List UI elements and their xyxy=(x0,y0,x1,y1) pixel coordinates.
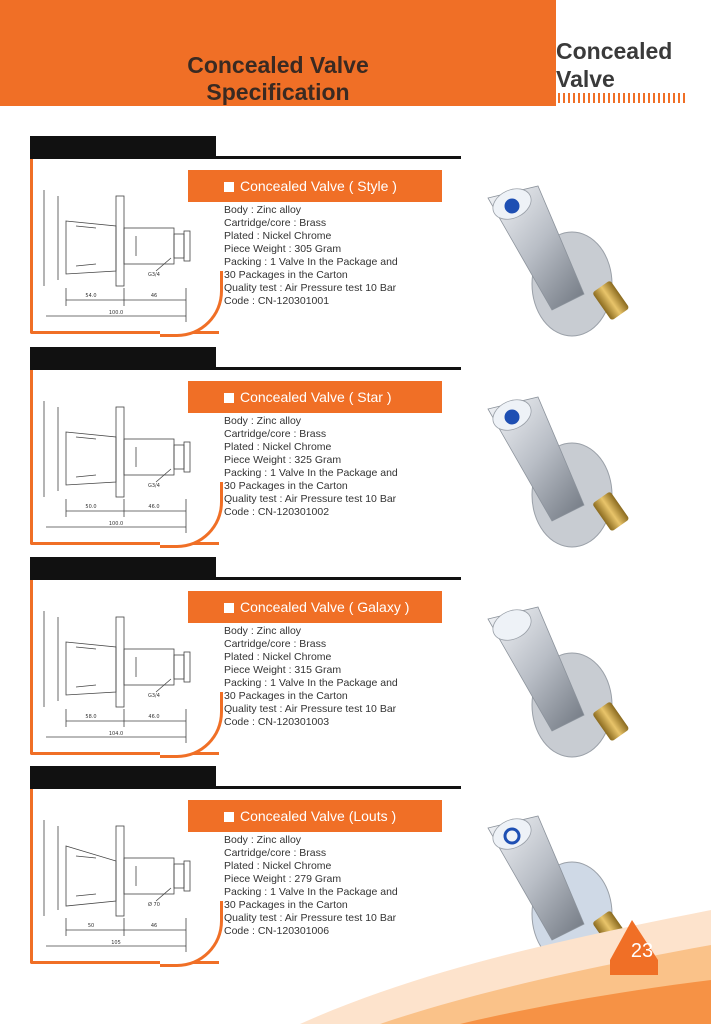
spec-line: Quality test : Air Pressure test 10 Bar xyxy=(224,493,397,505)
dim-right: 46.0 xyxy=(148,504,160,510)
section-rule xyxy=(216,156,461,159)
product-name: Concealed Valve ( Star ) xyxy=(240,389,392,405)
spec-line: Body : Zinc alloy xyxy=(224,625,302,637)
spec-line: 30 Packages in the Carton xyxy=(224,269,348,281)
section-black-bar xyxy=(30,557,216,580)
spec-line: Packing : 1 Valve In the Package and xyxy=(224,256,398,268)
spec-line: Code : CN-120301002 xyxy=(224,506,330,518)
dim-total: 104.0 xyxy=(108,731,124,737)
spec-line: Quality test : Air Pressure test 10 Bar xyxy=(224,912,397,924)
page-title-line1: Concealed Valve xyxy=(187,52,369,78)
spec-line: 30 Packages in the Carton xyxy=(224,480,348,492)
product-section xyxy=(0,136,711,346)
dim-right: 46 xyxy=(150,293,158,299)
section-rule xyxy=(216,786,461,789)
dim-right: 46.0 xyxy=(148,714,160,720)
spec-line: Piece Weight : 325 Gram xyxy=(224,454,342,466)
spec-line: Plated : Nickel Chrome xyxy=(224,441,332,453)
technical-drawing xyxy=(36,597,212,747)
spec-line: Plated : Nickel Chrome xyxy=(224,860,332,872)
dim-left: 50 xyxy=(87,923,95,929)
spec-line: Code : CN-120301003 xyxy=(224,716,330,728)
spec-line: Quality test : Air Pressure test 10 Bar xyxy=(224,703,397,715)
page-title-line2: Specification xyxy=(206,79,350,105)
dim-total: 100.0 xyxy=(108,521,124,527)
dim-total: 100.0 xyxy=(108,310,124,316)
square-bullet-icon xyxy=(224,603,234,613)
spec-line: Piece Weight : 315 Gram xyxy=(224,664,342,676)
spec-line: Quality test : Air Pressure test 10 Bar xyxy=(224,282,397,294)
spec-line: Piece Weight : 305 Gram xyxy=(224,243,342,255)
decorative-swoosh xyxy=(0,880,711,1024)
product-name: Concealed Valve ( Galaxy ) xyxy=(240,599,410,615)
product-name: Concealed Valve ( Style ) xyxy=(240,178,397,194)
square-bullet-icon xyxy=(224,182,234,192)
section-rule xyxy=(216,577,461,580)
spec-line: Code : CN-120301006 xyxy=(224,925,330,937)
dim-thread: G3/4 xyxy=(148,693,160,699)
spec-line: Piece Weight : 279 Gram xyxy=(224,873,342,885)
dim-thread: G3/4 xyxy=(148,483,160,489)
spec-line: Body : Zinc alloy xyxy=(224,834,302,846)
spec-line: Packing : 1 Valve In the Package and xyxy=(224,886,398,898)
dim-thread: G3/4 xyxy=(148,272,160,278)
page-number: 23 xyxy=(630,940,654,962)
spec-line: Plated : Nickel Chrome xyxy=(224,230,332,242)
spec-line: Cartridge/core : Brass xyxy=(224,428,327,440)
product-section xyxy=(0,347,711,557)
spec-line: Body : Zinc alloy xyxy=(224,204,302,216)
dim-right: 46 xyxy=(150,923,158,929)
spec-line: Packing : 1 Valve In the Package and xyxy=(224,467,398,479)
product-name: Concealed Valve (Louts ) xyxy=(240,808,397,824)
dim-left: 58.0 xyxy=(85,714,97,720)
spec-line: Packing : 1 Valve In the Package and xyxy=(224,677,398,689)
spec-line: Plated : Nickel Chrome xyxy=(224,651,332,663)
spec-line: 30 Packages in the Carton xyxy=(224,690,348,702)
product-name-bar xyxy=(188,170,442,202)
section-black-bar xyxy=(30,136,216,159)
side-title-line1: Concealed xyxy=(556,38,673,64)
spec-line: Cartridge/core : Brass xyxy=(224,217,327,229)
spec-line: Code : CN-120301001 xyxy=(224,295,330,307)
square-bullet-icon xyxy=(224,393,234,403)
dim-left: 54.0 xyxy=(85,293,97,299)
product-name-bar xyxy=(188,381,442,413)
technical-drawing xyxy=(36,387,212,537)
spec-list xyxy=(224,204,464,308)
product-section xyxy=(0,557,711,767)
side-title-line2: Valve xyxy=(556,66,615,92)
spec-line: Body : Zinc alloy xyxy=(224,415,302,427)
product-photo xyxy=(460,597,640,777)
dim-total: 105 xyxy=(111,940,121,946)
spec-line: Cartridge/core : Brass xyxy=(224,638,327,650)
spec-list xyxy=(224,415,464,519)
decorative-ticks xyxy=(558,93,685,103)
section-black-bar xyxy=(30,766,216,789)
product-name-bar xyxy=(188,800,442,832)
dim-thread: Ø 70 xyxy=(148,902,160,908)
square-bullet-icon xyxy=(224,812,234,822)
technical-drawing xyxy=(36,176,212,326)
section-black-bar xyxy=(30,347,216,370)
section-rule xyxy=(216,367,461,370)
dim-left: 50.0 xyxy=(85,504,97,510)
spec-line: 30 Packages in the Carton xyxy=(224,899,348,911)
product-photo xyxy=(460,387,640,567)
spec-line: Cartridge/core : Brass xyxy=(224,847,327,859)
product-name-bar xyxy=(188,591,442,623)
product-photo xyxy=(460,176,640,356)
spec-list xyxy=(224,625,464,729)
